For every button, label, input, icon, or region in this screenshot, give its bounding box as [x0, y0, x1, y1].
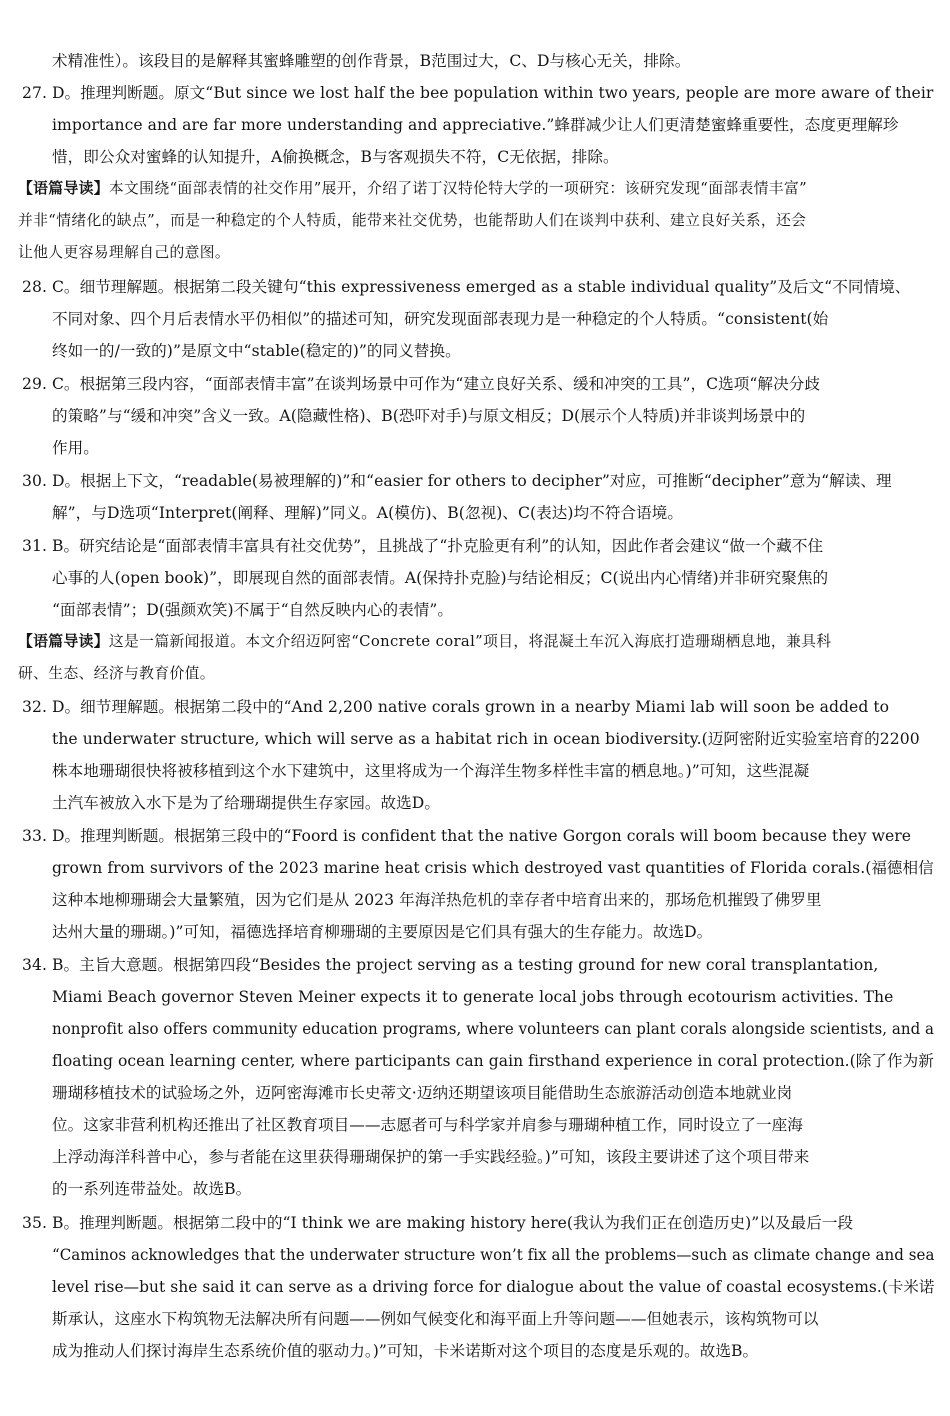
- text-line: 位。这家非营利机构还推出了社区教育项目——志愿者可与科学家并肩参与珊瑚种植工作，同时设立了一座海: [52, 1116, 803, 1134]
- text-line: 作用。: [52, 439, 99, 457]
- text-line: 32. D。细节理解题。根据第二段中的“And 2,200 native corals grown in a nearby Miami lab will soon be added to: [22, 698, 890, 716]
- text-line: level rise—but she said it can serve as a driving force for dialogue about the value of coastal ecosystems.(卡米诺: [52, 1278, 935, 1296]
- text-line: 惜，即公众对蜜蜂的认知提升，A偷换概念，B与客观损失不符，C无依据，排除。: [52, 148, 619, 166]
- text-line: 的策略”与“缓和冲突”含义一致。A(隐藏性格)、B(恐吓对手)与原文相反；D(展示个人特质)并非谈判场景中的: [52, 407, 806, 425]
- text-line: 术精准性）。该段目的是解释其蜜蜂雕塑的创作背景，B范围过大，C、D与核心无关，排除。: [52, 52, 691, 70]
- text-line: 解”，与D选项“Interpret(阐释、理解)”同义。A(模仿)、B(忽视)、C(表达)均不符合语境。: [52, 504, 684, 522]
- text-line: 29. C。根据第三段内容，“面部表情丰富”在谈判场景中可作为“建立良好关系、缓和冲突的工具”，C选项“解决分歧: [22, 375, 820, 393]
- text-line: 33. D。推理判断题。根据第三段中的“Foord is confident that the native Gorgon corals will boom because they were: [22, 827, 912, 845]
- text-line: [18, 178, 807, 200]
- text-line: 28. C。细节理解题。根据第二段关键句“this expressiveness emerged as a stable individual quality”及后文“不同情境、: [22, 278, 911, 296]
- text-line: 研、生态、经济与教育价值。: [18, 665, 215, 682]
- guide-tag: 【语篇导读】: [18, 180, 109, 197]
- text-line: “Caminos acknowledges that the underwater structure won’t fix all the problems—such as climate change and sea: [52, 1246, 935, 1264]
- text-line: 27. D。推理判断题。原文“But since we lost half the bee population within two years, people are more aware of their: [22, 84, 934, 102]
- text-line: 珊瑚移植技术的试验场之外，迈阿密海滩市长史蒂文·迈纳还期望该项目能借助生态旅游活动创造本地就业岗: [52, 1084, 793, 1102]
- text-line: 这种本地柳珊瑚会大量繁殖，因为它们是从 2023 年海洋热危机的幸存者中培育出来的，那场危机摧毁了佛罗里: [52, 891, 822, 909]
- text-line: Miami Beach governor Steven Meiner expects it to generate local jobs through ecotourism activities. The: [52, 988, 894, 1006]
- text-line: 土汽车被放入水下是为了给珊瑚提供生存家园。故选D。: [52, 794, 441, 812]
- text-line: 让他人更容易理解自己的意图。: [18, 244, 231, 261]
- guide-text: 本文围绕“面部表情的社交作用”展开，介绍了诺丁汉特伦特大学的一项研究：该研究发现“面部表情丰富”: [108, 180, 808, 197]
- text-line: 斯承认，这座水下构筑物无法解决所有问题——例如气候变化和海平面上升等问题——但她表示，该构筑物可以: [52, 1310, 819, 1328]
- text-line: “面部表情”；D(强颜欢笑)不属于“自然反映内心的表情”。: [52, 601, 454, 619]
- text-line: 终如一的/一致的)”是原文中“stable(稳定的)”的同义替换。: [52, 342, 461, 360]
- text-line: [18, 631, 831, 653]
- text-line: nonprofit also offers community education programs, where volunteers can plant corals alongside scientists, and a: [52, 1020, 935, 1038]
- guide-tag: 【语篇导读】: [18, 633, 109, 650]
- text-line: floating ocean learning center, where participants can gain firsthand experience in coral protection.(除了作为新: [52, 1052, 934, 1070]
- guide-text: 这是一篇新闻报道。本文介绍迈阿密“Concrete coral”项目，将混凝土车沉入海底打造珊瑚栖息地，兼具科: [108, 633, 832, 650]
- text-line: 达州大量的珊瑚。)”可知，福德选择培育柳珊瑚的主要原因是它们具有强大的生存能力。故选D。: [52, 923, 713, 941]
- text-line: 并非“情绪化的缺点”，而是一种稳定的个人特质，能带来社交优势，也能帮助人们在谈判中获利、建立良好关系，还会: [18, 212, 807, 229]
- text-line: 35. B。推理判断题。根据第二段中的“I think we are making history here(我认为我们正在创造历史)”以及最后一段: [22, 1214, 854, 1232]
- text-line: 株本地珊瑚很快将被移植到这个水下建筑中，这里将成为一个海洋生物多样性丰富的栖息地。)”可知，这些混凝: [52, 762, 810, 780]
- text-line: 不同对象、四个月后表情水平仍相似”的描述可知，研究发现面部表现力是一种稳定的个人特质。“consistent(始: [52, 310, 829, 328]
- text-line: 34. B。主旨大意题。根据第四段“Besides the project serving as a testing ground for new coral transplantation,: [22, 956, 879, 974]
- text-line: 31. B。研究结论是“面部表情丰富具有社交优势”，且挑战了“扑克脸更有利”的认知，因此作者会建议“做一个藏不住: [22, 537, 824, 555]
- text-line: 的一系列连带益处。故选B。: [52, 1180, 252, 1198]
- text-line: 心事的人(open book)”，即展现自然的面部表情。A(保持扑克脸)与结论相反；C(说出内心情绪)并非研究聚焦的: [52, 569, 829, 587]
- text-line: 成为推动人们探讨海岸生态系统价值的驱动力。)”可知，卡米诺斯对这个项目的态度是乐观的。故选B。: [52, 1342, 759, 1360]
- text-line: 上浮动海洋科普中心，参与者能在这里获得珊瑚保护的第一手实践经验。)”可知，该段主要讲述了这个项目带来: [52, 1148, 810, 1166]
- text-line: the underwater structure, which will serve as a habitat rich in ocean biodiversity.(迈阿密附近实验室培育的2200: [52, 730, 920, 748]
- text-line: importance and are far more understanding and appreciative.”蜂群减少让人们更清楚蜜蜂重要性，态度更理解珍: [52, 116, 899, 134]
- text-line: grown from survivors of the 2023 marine heat crisis which destroyed vast quantities of Florida corals.(福德相信: [52, 859, 934, 877]
- text-line: 30. D。根据上下文，“readable(易被理解的)”和“easier for others to decipher”对应，可推断“decipher”意为“解读、理: [22, 472, 892, 490]
